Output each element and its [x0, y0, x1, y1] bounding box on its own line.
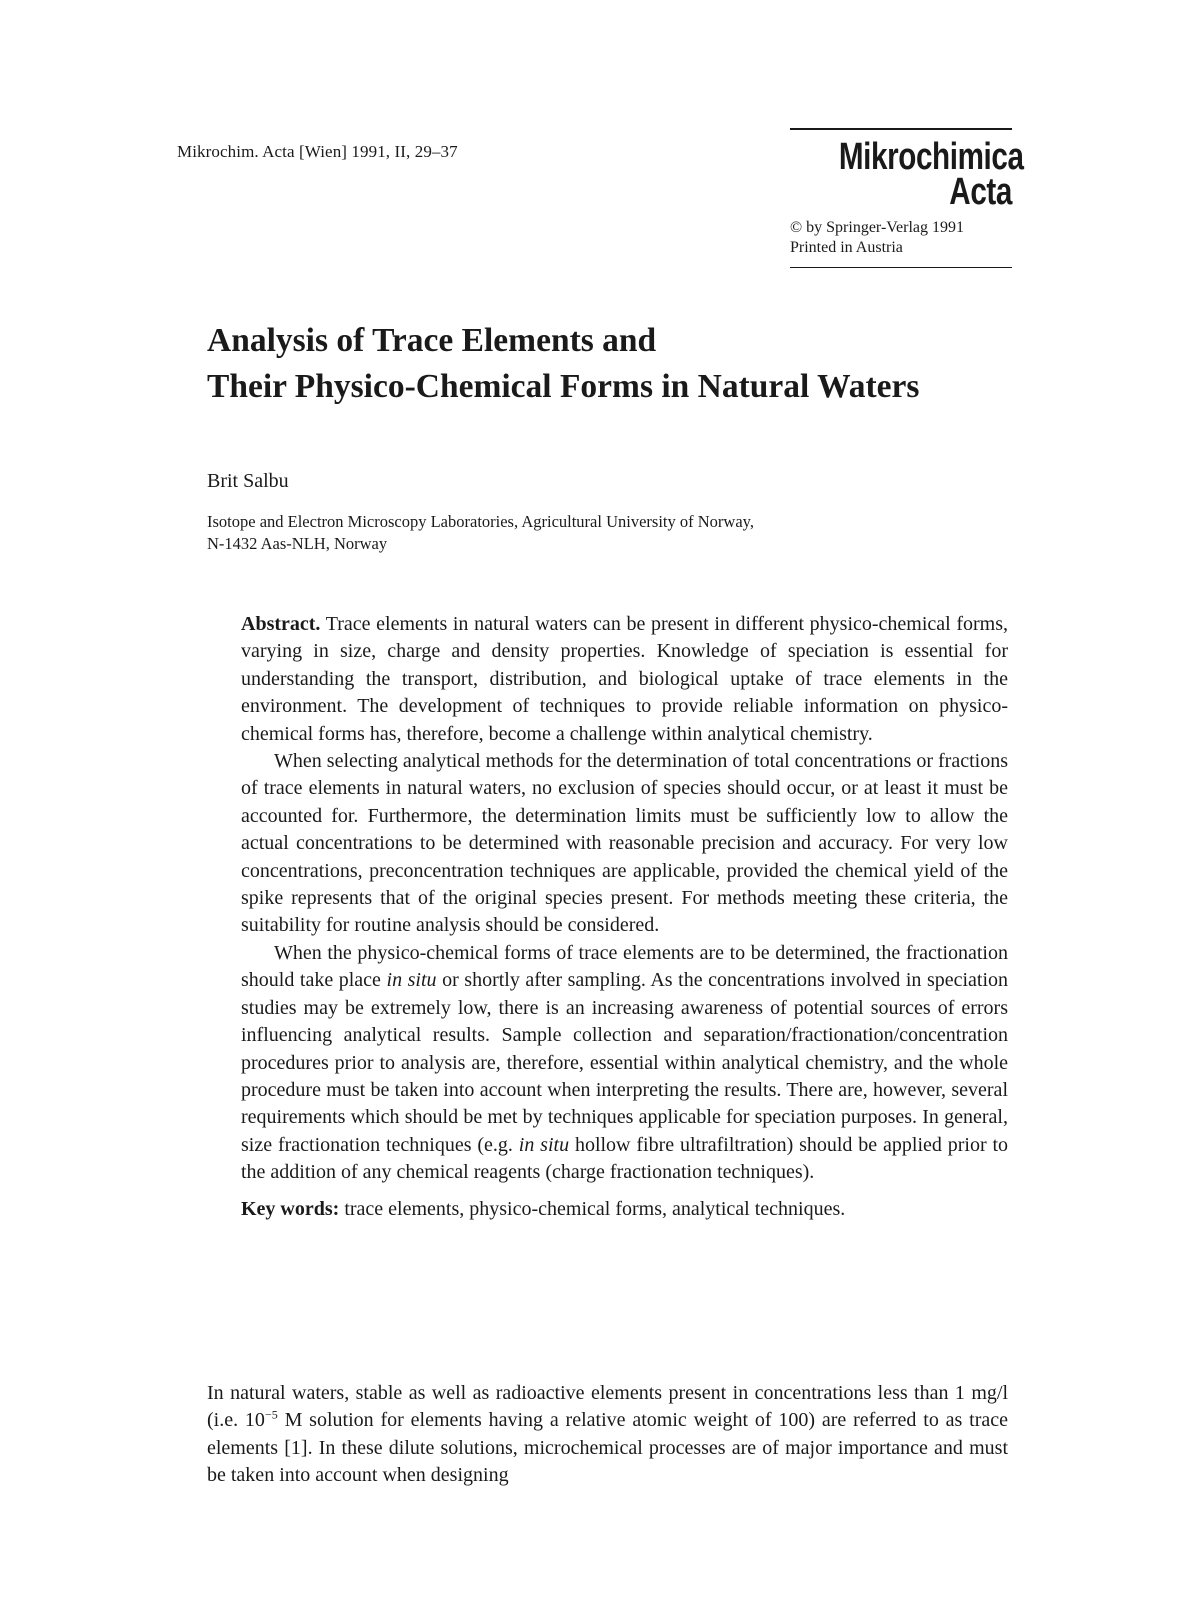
brand-bottom-rule [790, 267, 1012, 269]
journal-brand-box [790, 128, 1024, 268]
abstract-p3-part-a: When the physico-chemical forms of trace elements are to be determined, the fractionation should take place [241, 941, 1008, 992]
exponent: −5 [264, 1407, 278, 1422]
abstract-p3-italic-1: in situ [386, 969, 437, 992]
printed-line: Printed in Austria [790, 238, 903, 256]
abstract-p3-italic-2: in situ [518, 1133, 570, 1156]
abstract-p3-part-c: hollow fibre ultrafiltration) should be applied prior to the addition of any chemical reagents (charge fractionation techniques). [241, 1133, 1009, 1184]
abstract-p3-part-b: or shortly after sampling. As the concentrations involved in speciation studies may be extremely low, there is an increasing awareness of potential sources of errors influencing analytical results. Sample collection and separation/fractionation/concentration procedures prior to analysis are, therefore, essential within analytical chemistry, and the whole procedure must be taken into account when interpreting the results. There are, however, several requirements which should be met by techniques applicable for speciation purposes. In general, size fractionation techniques (e.g. [241, 969, 1009, 1156]
title-line-1: Analysis of Trace Elements and [207, 322, 657, 359]
abstract-label: Abstract. [241, 613, 321, 635]
copyright-line: © by Springer-Verlag 1991 [790, 218, 965, 236]
journal-meta [790, 218, 1012, 258]
keywords [241, 1196, 1008, 1223]
affiliation-line-1: Isotope and Electron Microscopy Laboratories, Agricultural University of Norway, [207, 512, 754, 531]
article-title [207, 318, 1067, 410]
abstract-p1-text: Trace elements in natural waters can be present in different physico-chemical forms, varying in size, charge and density properties. Knowledge of speciation is essential for understanding the transport, distribution, and biological uptake of trace elements in the environment. The development of techniques to provide reliable information on physico-chemical forms has, therefore, become a challenge within analytical chemistry. [241, 613, 1009, 745]
keywords-text: trace elements, physico-chemical forms, analytical techniques. [344, 1197, 846, 1220]
body-paragraph-1 [207, 1380, 1008, 1490]
author: Brit Salbu [207, 470, 289, 492]
title-line-2: Their Physico-Chemical Forms in Natural Waters [207, 368, 920, 405]
body-p1-part-b: M solution for elements having a relative atomic weight of 100) are referred to as trace elements [1]. In these dilute solutions, microchemical processes are of major importance and must be taken into account when designing [207, 1409, 1009, 1487]
abstract-paragraph-1 [241, 611, 1008, 748]
affiliation [207, 511, 754, 555]
journal-name-line2: Acta [949, 170, 1012, 213]
journal-name-line1: Mikrochimica [838, 135, 1024, 178]
brand-top-rule [790, 128, 1012, 130]
citation: Mikrochim. Acta [Wien] 1991, II, 29–37 [177, 142, 458, 161]
body-p1-part-a: In natural waters, stable as well as radioactive elements present in concentrations less than 1 mg/l (i.e. 10 [207, 1382, 1008, 1432]
affiliation-line-2: N-1432 Aas-NLH, Norway [207, 534, 388, 553]
abstract [241, 611, 1008, 1223]
abstract-paragraph-3 [241, 940, 1008, 1187]
keywords-label: Key words: [241, 1197, 340, 1220]
abstract-paragraph-2: When selecting analytical methods for the determination of total concentrations or fractions of trace elements in natural waters, no exclusion of species should occur, or at least it must be accounted for. Furthermore, the determination limits must be sufficiently low to allow the actual concentrations to be determined with reasonable precision and accuracy. For very low concentrations, preconcentration techniques are applicable, provided the chemical yield of the spike represents that of the original species present. For methods meeting these criteria, the suitability for routine analysis should be considered. [241, 750, 1008, 937]
